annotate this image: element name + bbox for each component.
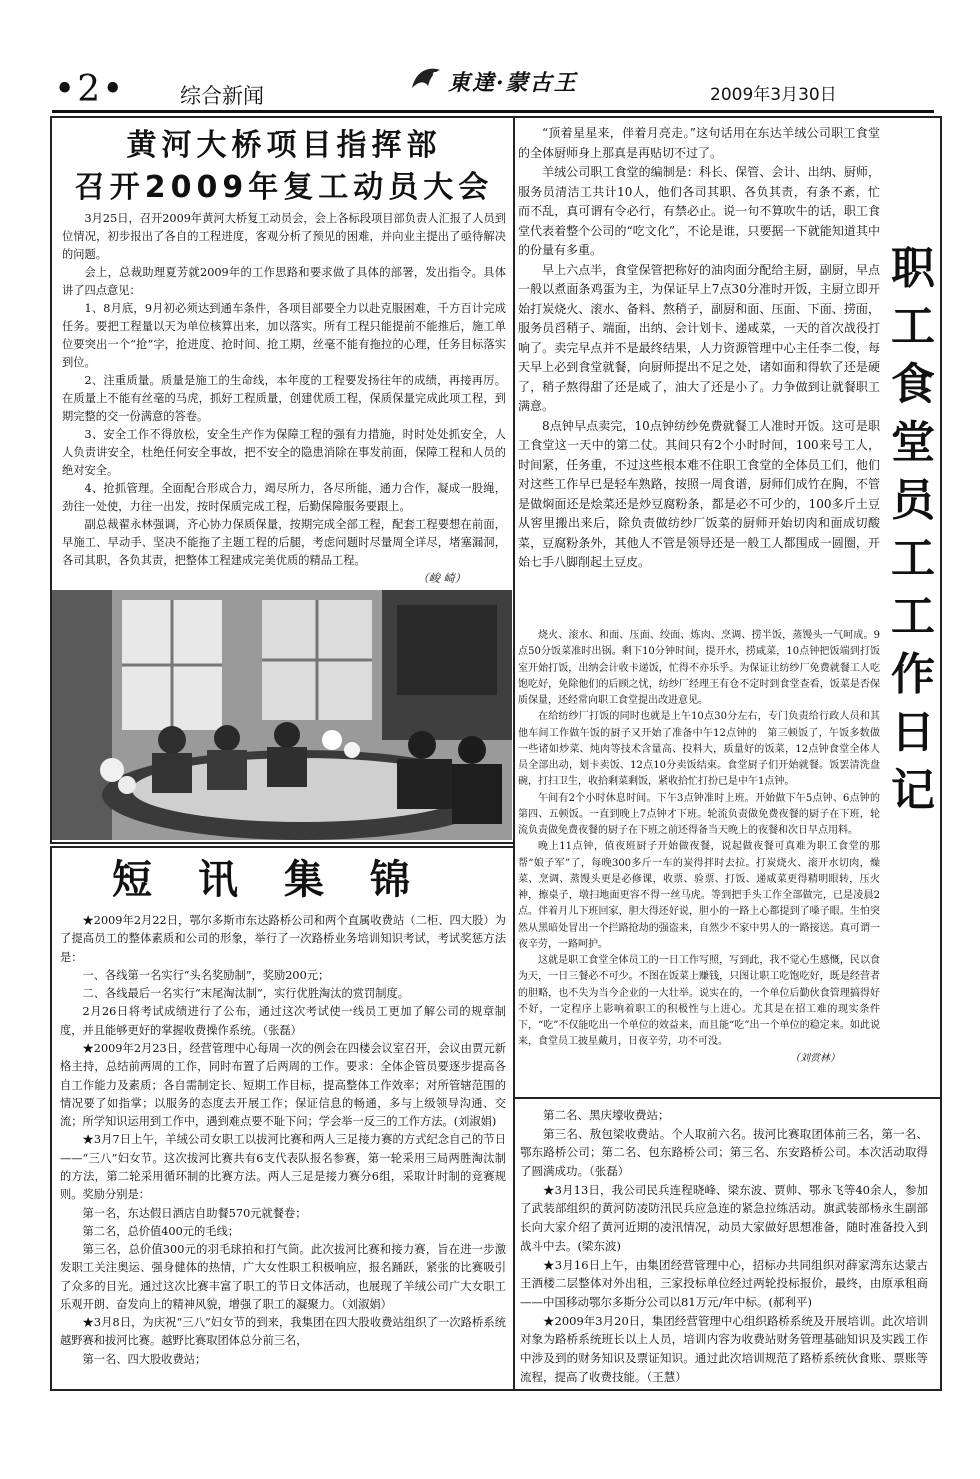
paragraph: 一、各线第一名实行“头名奖励制”，奖励200元；: [82, 968, 330, 982]
paragraph: ★2009年3月20日，集团经营管理中心组织路桥系统及开展培训。此次培训对象为路桥系统班长以上人员，培训内容为收费站财务管理基础知识及实践工作中涉及到的财务知识及票证知识。通过此次培训规范了路桥系统伙食账、票账等流程，提高了收费技能。（王慧）: [520, 1313, 928, 1384]
paragraph: 在给纺纱厂打饭的同时也就是上午10点30分左右，专门负责给行政人员和其他车间工作做午饭的厨子又开始了准备中午12点钟的 第三顿饭了，午饭多数做一些诸如炒菜、炖肉等技术含量高、投料大，质量好的饭菜，12点钟食堂全体人员全部出动，划卡卖饭、12点10分卖饭结束。食堂厨子们开始就餐。饭罢清洗盘碗，打扫卫生，收拾剩菜剩饭，紧收拾忙打扮已是中午1点钟。: [518, 711, 880, 788]
paragraph: 4、抢抓管理。全面配合形成合力，竭尽所力，各尽所能，通力合作，凝成一股绳，劲往一处使，力往一出发，按时保质完成工程，后勤保障服务要跟上。: [62, 482, 506, 513]
paragraph: 二、各线最后一名实行“末尾淘汰制”，实行优胜淘汰的赏罚制度。: [82, 987, 410, 1001]
article1-body: [62, 210, 506, 588]
paragraph: 第二名，总价值400元的毛线；: [82, 1224, 239, 1238]
logo-text: 東達·蒙古王: [448, 70, 578, 96]
paragraph: 第三名，总价值300元的羽毛球拍和打气筒。此次拔河比赛和接力赛，旨在进一步激发职工关注奥运、强身健体的热情，广大女性职工积极响应，报名踊跃，紧张的比赛吸引了众多的目光。通过这次比赛丰富了职工的节日文体活动，也展现了羊绒公司广大女职工乐观开朗、奋发向上的精神风貌，增强了职工的凝聚力。（刘淑娟）: [60, 1243, 506, 1311]
issue-date: 2009年3月30日: [710, 85, 837, 105]
paragraph: 8点钟早点卖完，10点钟纺纱免费就餐工人准时开饭。这可是职工食堂这一天中的第二仗。其间只有2个小时时间，100来号工人，时间紧，任务重，不过这些根本难不住职工食堂的全体员工们，他们对这些工作早已是轻车熟路，按照一周食谱，厨师们成竹在胸，不管是做焖面还是烩菜还是炒豆腐粉条，都是必不可少的，100多斤土豆从窖里搬出来后，除负责做纺纱厂饭菜的厨师开始切肉和面成切酸菜，豆腐粉条外，其他人不管是领导还是一般工人都围成一圆圈，开始七手八脚削起土豆皮。: [518, 418, 880, 569]
article1-headline: [56, 125, 512, 209]
meeting-photo-image: [52, 590, 512, 840]
masthead-logo: [408, 60, 598, 100]
article2-body-continued: [520, 1106, 928, 1386]
section-title: 综合新闻: [180, 84, 264, 108]
paragraph: 第一名、四大股收费站；: [82, 1352, 207, 1366]
article3-body: [518, 124, 880, 573]
paragraph: “顶着星星来，伴着月亮走。”这句话用在东达羊绒公司职工食堂的全体厨师身上那真是再贴切不过了。: [518, 126, 880, 160]
article1-headline-line1: 黄河大桥项目指挥部: [126, 128, 442, 163]
paragraph: 第一名，东达假日酒店自助餐570元就餐卷；: [82, 1206, 307, 1220]
paragraph: ★3月8日，为庆祝“三八”妇女节的到来，我集团在四大股收费站组织了一次路桥系统越野赛和拔河比赛。越野比赛取团体总分前三名，: [60, 1316, 506, 1348]
article3-body-lower: [518, 628, 880, 1067]
paragraph: 烧火、滚水、和面、压面、绞面、炼肉、烹调、捞半饭，蒸馒头一气呵成。9点50分饭菜准时出锅。剩下10分钟时间，提开水，捞咸菜，10点钟把饭端到打饭室开始打饭，出纳会计收卡递饭，忙得不亦乐乎。为保证让纺纱厂免费就餐工人吃饱吃好，免除他们的后顾之忧，纺纱厂经理王有仓不定时到食堂查看，饭菜是否保质保量，还经常向职工食堂提出改进意见。: [518, 630, 880, 706]
article1-signature: （峻 崎）: [417, 572, 466, 585]
article3-signature: （刘赏林）: [790, 1052, 840, 1064]
article3-vertical-headline: 职工食堂员工工作日记: [891, 243, 935, 816]
paragraph: 第二名、黑庆壕收费站；: [543, 1108, 670, 1122]
paragraph: 会上，总裁助理夏芳就2009年的工作思路和要求做了具体的部署，发出指令。具体讲了四点意见：: [62, 266, 506, 297]
paragraph: 3月25日，召开2009年黄河大桥复工动员会，会上各标段项目部负责人汇报了人员到位情况，初步报出了各自的工程进度，客观分析了预见的困难，并向业主提出了亟待解决的问题。: [62, 212, 506, 261]
paragraph: 羊绒公司职工食堂的编制是：科长、保管、会计、出纳、厨师，服务员清洁工共计10人，他们各司其职、各负其责，有条不紊，忙而不乱，真可谓有令必行，有禁必止。说一句不算吹牛的话，职工食堂代表着整个公司的“吃文化”，不论是谁，只要据一下就能知道其中的份量有多重。: [518, 165, 880, 257]
article2-headline: 短讯集锦: [112, 856, 456, 903]
paragraph: 3、安全工作不得放松，安全生产作为保障工程的强有力措施，时时处处抓安全，人人负责讲安全，杜绝任何安全事故，把不安全的隐患消除在事发前面，保障工程和人员的绝对安全。: [62, 428, 506, 477]
page-number: •2•: [54, 69, 126, 110]
paragraph: 2月26日将考试成绩进行了公布，通过这次考试使一线员工更加了解公司的规章制度，并且能够更好的掌握收费操作系统。（张磊）: [60, 1005, 506, 1037]
article1-headline-line2: 召开2009年复工动员大会: [74, 170, 494, 205]
paragraph: 2、注重质量。质量是施工的生命线，本年度的工程要发扬往年的成绩，再接再厉。在质量上不能有丝毫的马虎，抓好工程质量，创建优质工程，保质保量完成此项工程，到期完整的交一份满意的答卷。: [62, 374, 506, 423]
paragraph: 午间有2个小时休息时间。下午3点钟准时上班。开始做下午5点钟、6点钟的第四、五顿饭。一直到晚上7点钟才下班。轮流负责做免费夜餐的厨子在下班，轮流负责做免费夜餐的厨子在下班之前还得备当天晚上的夜餐和次日早点用料。: [518, 792, 880, 836]
paragraph: 这就是职工食堂全体员工的一日工作写照，写到此，我不觉心生感慨，民以食为天，一日三餐必不可少。不图在饭菜上赚钱，只图让职工吃饱吃好，既是经营者的胆略，也不失为当今企业的一大壮举。说实在的，一个单位后勤伙食管理搞得好不好，一定程序上影响着职工的积极性与上进心。尤其是在招工难的现实条件下，“吃”不仅能吃出一个单位的效益来，而且能“吃”出一个单位的稳定来。如此说来，食堂员工披星戴月，日夜辛劳，功不可没。: [518, 955, 880, 1048]
header-divider: [52, 110, 934, 113]
paragraph: 第三名、敖包梁收费站。个人取前六名。拔河比赛取团体前三名，第一名、鄂东路桥公司；第二名、包东路桥公司；第三名、东安路桥公司。本次活动取得了圆满成功。（张磊）: [520, 1126, 928, 1179]
paragraph: 晚上11点钟，值夜班厨子开始做夜餐，说起做夜餐可真难为职工食堂的那帮“娘子军”了，每晚300多斤一车的炭得拌时去拉。打炭烧火、滚开水切肉，燥菜、烹调、蒸馒头更是必修课，收票、验票、打饭、递咸菜更得精明眼转，压火神，擦桌子，墩扫地面更容不得一丝马虎。等到把手头工作全部做完，已是凌晨2点。伴着月儿下班回家，胆大得还好说，胆小的一路上心都提到了嗓子眼。生怕突然从黑暗处冒出一个拦路抢劫的强盗来，自然少不家中男人的一路接送。真可谓一夜辛劳，一路呵护。: [518, 841, 880, 950]
paragraph: ★2009年2月22日，鄂尔多斯市东达路桥公司和两个直属收费站（二柜、四大股）为了提高员工的整体素质和公司的形象，举行了一次路桥业务培训知识考试，考试奖惩方法是：: [60, 914, 506, 964]
paragraph: 副总裁翟永林强调，齐心协力保质保量，按期完成全部工程，配套工程要想在前面，早施工、早动手、坚决不能拖了主题工程的后腿，考虑问题时尽量周全详尽，堵塞漏洞，各司其职，各负其责，把整体工程建成完美优质的精品工程。: [62, 518, 506, 567]
paragraph: ★2009年2月23日，经营管理中心每周一次的例会在四楼会议室召开，会议由贾元新格主持，总结前两周的工作，同时布置了后两周的工作。要求：全体企管员要逐步提高各自工作能力及素质；各自需制定长、短期工作目标，提高整体工作效率；对所管辖范围的情况要了如指掌；以服务的态度去开展工作；保证信息的畅通，多与上级领导沟通、交流；所学知识运用到工作中，遇到难点要不耻下问；学会举一反三的工作方法。(刘淑娟): [60, 1041, 506, 1129]
paragraph: ★3月16日上午，由集团经营管理中心，招标办共同组织对薛家湾东达蒙古王酒楼二层整体对外出租，三家投标单位经过两轮投标报价，最终，由原承租商——中国移动鄂尔多斯分公司以81万元/年中标。(郝利平): [520, 1257, 928, 1309]
paragraph: 1、8月底，9月初必须达到通车条件，各项目部要全力以赴克服困难，千方百计完成任务。要把工程量以天为单位核算出来，加以落实。所有工程只能提前不能推后，施工单位要突出一个“抢”字，抢进度、抢时间、抢工期，丝毫不能有拖拉的心理，任务目标落实到位。: [62, 302, 506, 369]
paragraph: 早上六点半，食堂保管把称好的油肉面分配给主厨，副厨，早点一般以煮面条鸡蛋为主，为保证早上7点30分准时开饭，主厨立即开始打炭烧火、滚水、备料、熬稍子，副厨和面、压面、下面、捞面，服务员舀稍子、端面，出纳、会计划卡、递咸菜，一天的首次战役打响了。卖完早点并不是最终结果，人力资源管理中心主任李二俊，每天早上必到食堂就餐，向厨师提出不足之处，诸如面和得软了还是硬了，稍子熬得甜了还是咸了，油大了还是小了。力争做到让就餐职工满意。: [518, 262, 880, 413]
goat-logo-icon: [408, 60, 444, 96]
paragraph: ★3月13日，我公司民兵连程晓峰、梁东波、贾帅、鄂永飞等40余人，参加了武装部组织的黄河防凌防汛民兵应急连的紧急拉练活动。旗武装部杨永生副部长向大家介绍了黄河近期的凌汛情况，动员大家做好思想准备，随时准备投入到战斗中去。(梁东波): [520, 1182, 928, 1253]
meeting-photo: [52, 590, 512, 840]
article2-body: [60, 912, 506, 1369]
paragraph: ★3月7日上午，羊绒公司女职工以拔河比赛和两人三足接力赛的方式纪念自己的节日——“三八”妇女节。这次拔河比赛共有6支代表队报名参赛，第一轮采用三局两胜淘汰制的方法，第二轮采用循环制的比赛方法。两人三足是接力赛分6组，采取计时制的竞赛规则。奖励分别是：: [60, 1133, 506, 1202]
